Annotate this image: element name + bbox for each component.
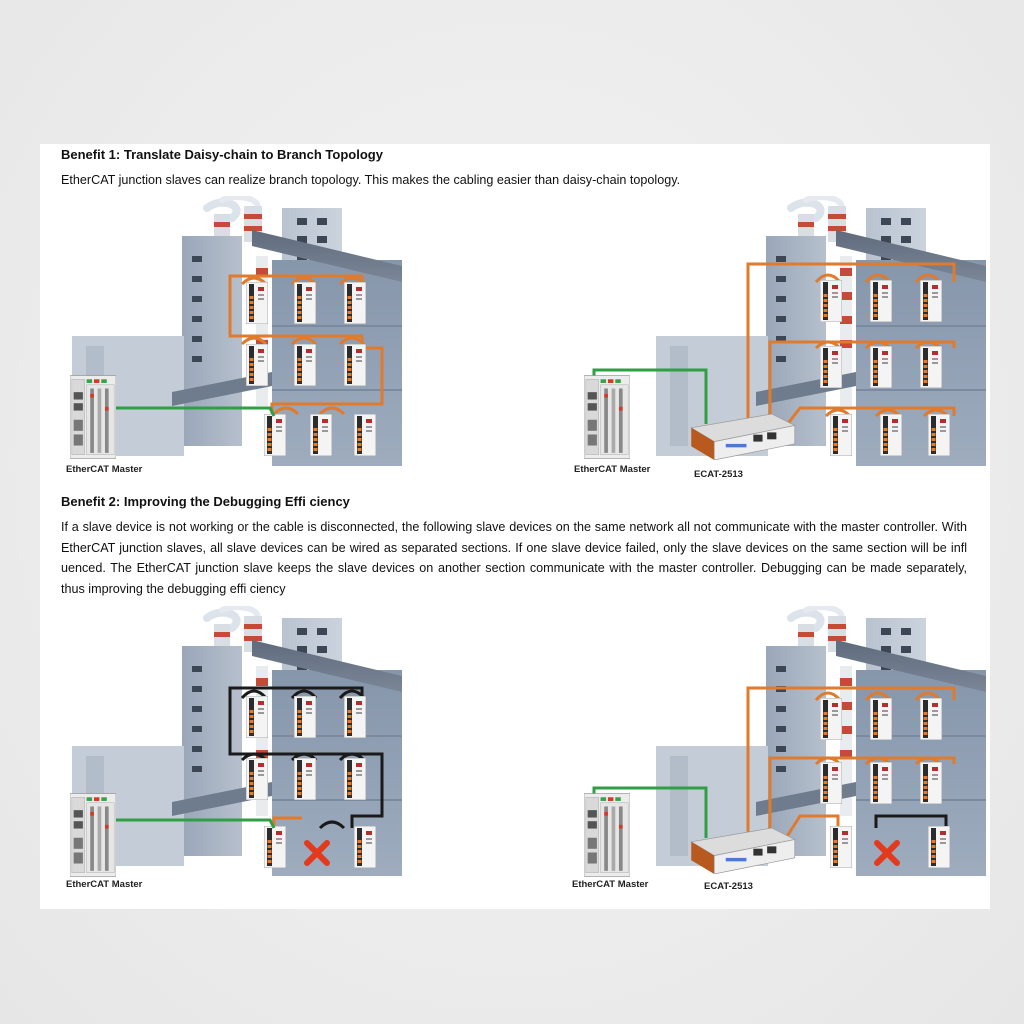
- building-illustration: [72, 607, 402, 876]
- slave-module-icon: [294, 758, 316, 800]
- slave-module-icon: [870, 698, 892, 740]
- slave-module-icon: [344, 282, 366, 324]
- slave-module-icon: [344, 696, 366, 738]
- slave-module-icon: [870, 346, 892, 388]
- benefit2-description: If a slave device is not working or the cable is disconnected, the following slave devices on the same network all not communicate with the master controller. With EtherCAT junction slaves, all slave devices can be wired as separated sections. If one slave device failed, only the slave devices on the same section will be infl uenced. The EtherCAT junction slave keeps the slave devices on another section communicate with the master controller. Debugging can be made separately, thus improving the debugging effi ciency: [61, 520, 967, 596]
- slave-module-icon: [294, 344, 316, 386]
- slave-module-icon: [294, 696, 316, 738]
- slave-module-icon: [246, 282, 268, 324]
- master-label: EtherCAT Master: [66, 464, 143, 475]
- panel-daisy-chain: [62, 196, 402, 476]
- ethercat-master-icon: [70, 794, 116, 877]
- slave-module-icon: [264, 826, 286, 868]
- slave-module-icon: [920, 280, 942, 322]
- benefit1-title: Benefit 1: Translate Daisy-chain to Branch Topology: [61, 147, 383, 162]
- slave-module-icon: [870, 280, 892, 322]
- slave-module-icon: [870, 762, 892, 804]
- benefit2-title: Benefit 2: Improving the Debugging Effi ciency: [61, 494, 350, 509]
- slave-module-icon: [830, 414, 852, 456]
- building-illustration: [72, 197, 402, 466]
- slave-module-icon: [920, 346, 942, 388]
- slave-module-icon: [920, 698, 942, 740]
- slave-module-icon: [294, 282, 316, 324]
- slave-module-icon: [246, 758, 268, 800]
- slave-module-icon: [920, 762, 942, 804]
- junction-label: ECAT-2513: [694, 469, 743, 480]
- slave-module-icon: [246, 344, 268, 386]
- ethercat-master-icon: [70, 376, 116, 459]
- slave-module-icon: [246, 696, 268, 738]
- slave-module-icon: [820, 762, 842, 804]
- ethercat-master-icon: [584, 794, 630, 877]
- junction-label: ECAT-2513: [704, 881, 753, 892]
- slave-module-icon: [354, 826, 376, 868]
- benefit1-description: EtherCAT junction slaves can realize branch topology. This makes the cabling easier than daisy-chain topology.: [61, 173, 681, 187]
- slave-module-icon: [344, 344, 366, 386]
- slave-module-icon: [264, 414, 286, 456]
- slave-module-icon: [830, 826, 852, 868]
- slave-module-icon: [354, 414, 376, 456]
- slave-module-icon: [928, 826, 950, 868]
- slave-module-icon: [344, 758, 366, 800]
- panel-branch-topology: [576, 196, 986, 476]
- master-label: EtherCAT Master: [574, 464, 651, 475]
- master-label: EtherCAT Master: [66, 879, 143, 890]
- panel-branch-failure: [576, 606, 986, 886]
- slave-module-icon: [310, 414, 332, 456]
- slave-module-icon: [820, 280, 842, 322]
- slave-module-icon: [820, 698, 842, 740]
- panel-daisy-chain-failure: [62, 606, 402, 886]
- slave-module-icon: [820, 346, 842, 388]
- slave-module-icon: [880, 414, 902, 456]
- slave-module-icon: [928, 414, 950, 456]
- master-label: EtherCAT Master: [572, 879, 649, 890]
- ethercat-master-icon: [584, 376, 630, 459]
